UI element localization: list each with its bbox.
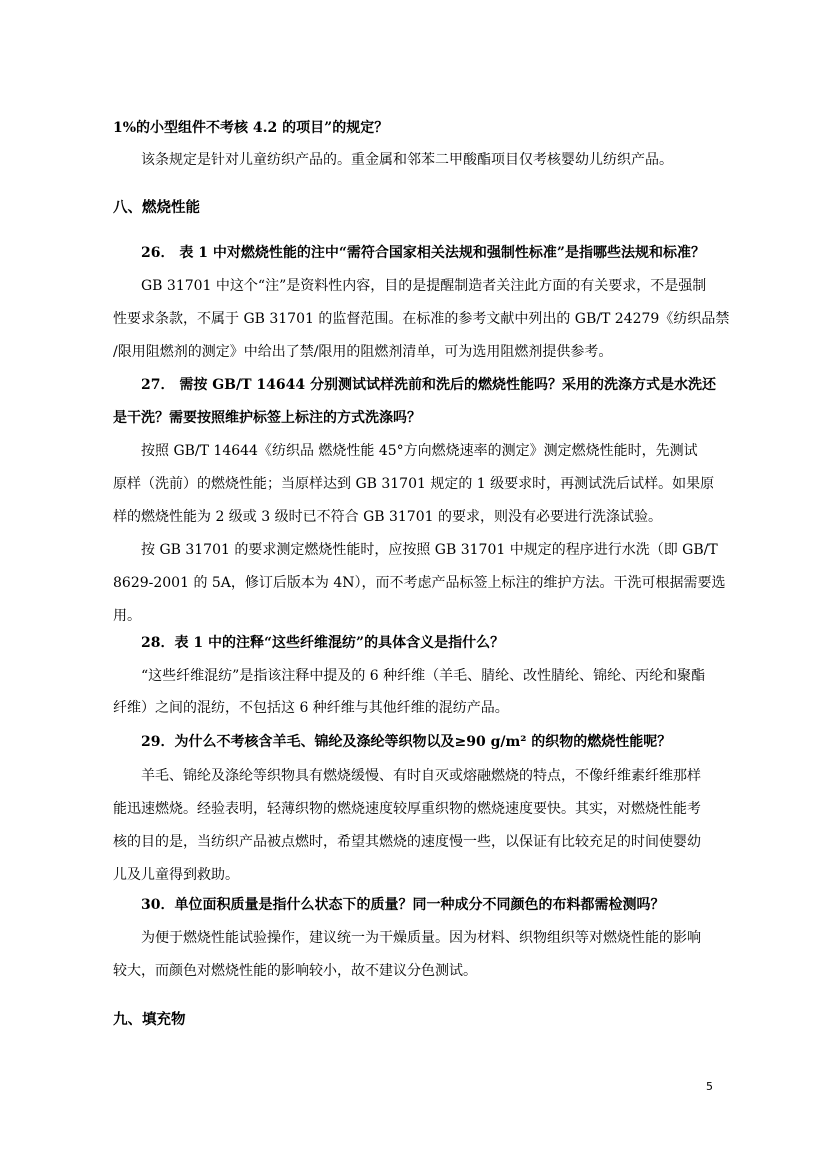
text-line: GB 31701 中这个“注”是资料性内容，目的是提醒制造者关注此方面的有关要求，不是强制 <box>141 278 707 294</box>
question-heading: 27． 需按 GB/T 14644 分别测试试样洗前和洗后的燃烧性能吗？采用的洗涤方式是水洗还 <box>141 377 717 393</box>
text-line: 儿及儿童得到救助。 <box>113 867 239 883</box>
section-heading: 九、填充物 <box>113 1011 186 1028</box>
text-line: 样的燃烧性能为 2 级或 3 级时已不符合 GB 31701 的要求，则没有必要进行洗涤试验。 <box>113 509 662 525</box>
text-line: /限用阻燃剂的测定》中给出了禁/限用的阻燃剂清单，可为选用阻燃剂提供参考。 <box>113 344 613 360</box>
text-line: “这些纤维混纺”是指该注释中提及的 6 种纤维（羊毛、腈纶、改性腈纶、锦纶、丙纶和聚酯 <box>141 668 706 684</box>
question-heading: 28．表 1 中的注释“这些纤维混纺”的具体含义是指什么？ <box>141 635 505 651</box>
text-line: 性要求条款，不属于 GB 31701 的监督范围。在标准的参考文献中列出的 GB/T 24279《纺织品禁 <box>113 311 730 327</box>
question-heading: 30．单位面积质量是指什么状态下的质量？同一种成分不同颜色的布料都需检测吗？ <box>141 897 665 913</box>
text-line: 能迅速燃烧。经验表明，轻薄织物的燃烧速度较厚重织物的燃烧速度要快。其实，对燃烧性能考 <box>113 801 701 817</box>
text-line: 核的目的是，当纺织产品被点燃时，希望其燃烧的速度慢一些，以保证有比较充足的时间使婴幼 <box>113 834 701 850</box>
text-line: 为便于燃烧性能试验操作，建议统一为干燥质量。因为材料、织物组织等对燃烧性能的影响 <box>141 930 701 946</box>
question-heading: 29．为什么不考核含羊毛、锦纶及涤纶等织物以及≥90 g/m² 的织物的燃烧性能呢？ <box>141 734 672 750</box>
text-line: 1%的小型组件不考核 4.2 的项目”的规定？ <box>113 120 389 136</box>
text-line: 羊毛、锦纶及涤纶等织物具有燃烧缓慢、有时自灭或熔融燃烧的特点，不像纤维素纤维那样 <box>141 768 701 784</box>
question-heading: 是干洗？需要按照维护标签上标注的方式洗涤吗？ <box>113 410 421 426</box>
text-line: 用。 <box>113 608 141 624</box>
text-line: 8629-2001 的 5A，修订后版本为 4N），而不考虑产品标签上标注的维护方法。干洗可根据需要选 <box>113 575 726 591</box>
text-line: 较大，而颜色对燃烧性能的影响较小，故不建议分色测试。 <box>113 963 477 979</box>
question-heading: 26． 表 1 中对燃烧性能的注中“需符合国家相关法规和强制性标准”是指哪些法规和标准？ <box>141 245 705 261</box>
text-line: 该条规定是针对儿童纺织产品的。重金属和邻苯二甲酸酯项目仅考核婴幼儿纺织产品。 <box>141 152 673 168</box>
text-line: 纤维）之间的混纺，不包括这 6 种纤维与其他纤维的混纺产品。 <box>113 700 509 716</box>
page-number: 5 <box>706 1080 713 1093</box>
text-line: 原样（洗前）的燃烧性能；当原样达到 GB 31701 规定的 1 级要求时，再测试洗后试样。如果原 <box>113 476 715 492</box>
text-line: 按照 GB/T 14644《纺织品 燃烧性能 45°方向燃烧速率的测定》测定燃烧性能时，先测试 <box>141 443 698 459</box>
text-line: 按 GB 31701 的要求测定燃烧性能时，应按照 GB 31701 中规定的程序进行水洗（即 GB/T <box>141 542 718 558</box>
section-heading: 八、燃烧性能 <box>113 199 200 216</box>
